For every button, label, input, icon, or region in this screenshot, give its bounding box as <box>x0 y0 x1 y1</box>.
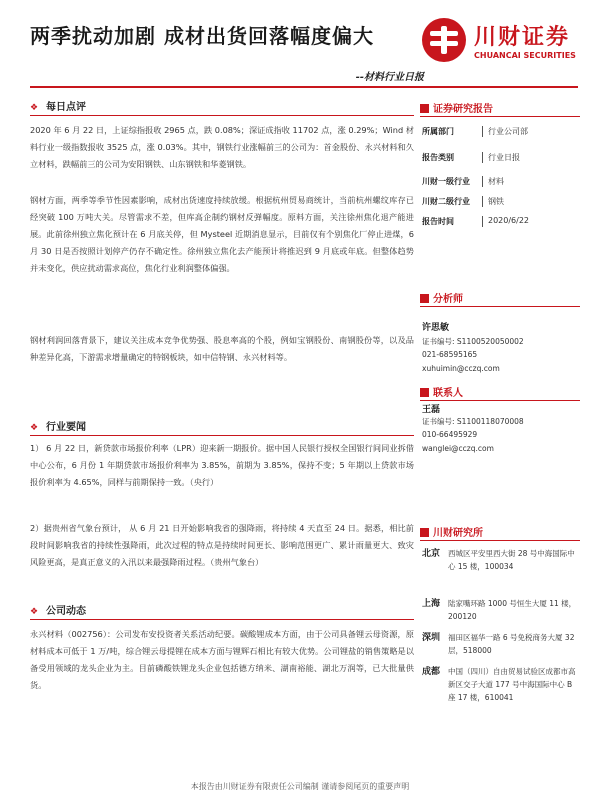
page-title: 两季扰动加剧 成材出货回落幅度偏大 <box>30 24 374 48</box>
industry-news-item-1: 1） 6 月 22 日，新贷款市场报价利率（LPR）迎来新一期报价。据中国人民银行授权全国银行间同业拆借中心公布，6 月份 1 年期贷款市场报价利率为 3.85%，前期为 3.85%，保持不变；5 年期以上贷款市场报价利率为 4.65%，同样与前期保持一致。（央行） <box>30 443 414 487</box>
analyst-name: 许思敏 <box>422 323 450 333</box>
report-info-heading: 证券研究报告 <box>420 100 580 118</box>
daily-comment-paragraph-3: 钢材利润回落背景下，建议关注成本竞争优势强、股息率高的个股，例如宝钢股份、南钢股份等，以及品种差异化高，下游需求增量确定的特钢板块，如中信特钢、永兴材料等。 <box>30 335 414 362</box>
contact-name: 王磊 <box>422 405 441 415</box>
square-bullet-icon <box>420 528 429 537</box>
institute-heading: 川财研究所 <box>420 524 580 542</box>
diamond-icon: ❖ <box>30 607 39 617</box>
report-subtitle: --材料行业日报 <box>355 72 424 83</box>
contact-email[interactable]: wanglei@cczq.com <box>422 444 494 453</box>
square-bullet-icon <box>420 388 429 397</box>
contact-phone: 010-66495929 <box>422 430 478 439</box>
analyst-heading: 分析师 <box>420 290 580 308</box>
section-divider <box>30 619 414 620</box>
office-address: 西城区平安里西大街 28 号中海国际中心 15 楼，100034 <box>448 549 575 571</box>
office-address: 陆家嘴环路 1000 号恒生大厦 11 楼，200120 <box>448 599 577 621</box>
daily-comment-paragraph-1: 2020 年 6 月 22 日，上证综指报收 2965 点，跌 0.08%；深证成指收 11702 点，涨 0.29%；Wind 材料行业一级指数报收 3525 点，涨 0.03%。其中，钢铁行业涨幅前三的公司为：首金股份、永兴材料和久立材料，跌幅前三的公司为安阳钢铁、山东钢铁和华菱钢铁。 <box>30 125 414 169</box>
main-content <box>30 92 414 772</box>
diamond-icon: ❖ <box>30 103 39 113</box>
sidebar: 证券研究报告 所属部门 行业公司部 报告类别 行业日报 川财一级行业 材料 川财二级行业 钢铁 报告时间 2020/6/22 分析师 许思敏 证书编号: S1100520050002 021-68595165 xuhuimin@cczq.com 联系人 王磊 证书编号: S1100118070008 010-66495929 wanglei@cczq.com 川财研究所 北京 西城区平安里西大街 28 号中海国际中心 15 楼，100034 上海 陆家嘴环路 1000 号恒生大厦 11 楼，200120 深圳 福田区福华一路 6 号免税商务大厦 32 层，518000 成都 中国（四川）自由贸易试验区成都市高新区交子大道 177 号中海国际中心 B 座 17 楼，610041 <box>420 96 580 776</box>
logo-name-cn: 川财证券 <box>474 25 571 50</box>
section-heading-daily: ❖ 每日点评 <box>30 98 86 118</box>
office-city: 成都 <box>422 667 441 677</box>
section-divider <box>30 435 414 436</box>
office-city: 深圳 <box>422 633 441 643</box>
analyst-email[interactable]: xuhuimin@cczq.com <box>422 364 500 373</box>
logo-mark-icon <box>422 18 466 62</box>
page-footer: 本报告由川财证券有限责任公司编制 谨请参阅尾页的重要声明 <box>190 782 410 791</box>
section-heading-company: ❖ 公司动态 <box>30 602 86 622</box>
office-city: 上海 <box>422 599 441 609</box>
company-logo <box>422 18 576 68</box>
square-bullet-icon <box>420 104 429 113</box>
logo-name-en: CHUANCAI SECURITIES <box>474 51 576 60</box>
office-city: 北京 <box>422 549 441 559</box>
office-address: 福田区福华一路 6 号免税商务大厦 32 层，518000 <box>448 633 575 655</box>
analyst-cert: 证书编号: S1100520050002 <box>422 337 524 346</box>
contact-cert: 证书编号: S1100118070008 <box>422 417 524 426</box>
diamond-icon: ❖ <box>30 423 39 433</box>
header-divider <box>30 86 578 88</box>
daily-comment-paragraph-2: 钢材方面，两季等季节性因素影响，成材出货速度持续放缓。根据杭州贸易商统计，当前杭州螺纹库存已经突破 100 万吨大关。尽管需求不差，但库高企制约钢材反弹幅度。原料方面，关注徐州焦化退产能进展。此前徐州独立焦化预计在 6 月底关停，但 Mysteel 近期消息显示，目前仅有个别焦化厂停止进煤，6 月 30 日是否按照计划停产仍存不确定性。徐州独立焦化去产能预计将推迟到 9 月底或年底。但整体趋势并未变化，供应扰动需求高位，焦化行业利润整体偏强。 <box>30 195 414 273</box>
section-heading-news: ❖ 行业要闻 <box>30 418 86 438</box>
analyst-phone: 021-68595165 <box>422 350 478 359</box>
office-address: 中国（四川）自由贸易试验区成都市高新区交子大道 177 号中海国际中心 B 座 17 楼，610041 <box>448 667 576 702</box>
industry-news-item-2: 2）据贵州省气象台预计， 从 6 月 21 日开始影响我省的强降雨，将持续 4 天直至 24 日。据悉，相比前段时间影响我省的持续性强降雨，此次过程的特点是持续时间更长、影响范围更广、累计雨量更大、致灾风险更高，是真正意义的入汛以来最强降雨过程。（贵州气象台） <box>30 523 414 567</box>
company-news-paragraph: 永兴材料（002756）：公司发布安投资者关系活动纪要。碳酸锂成本方面，由于公司具备锂云母资源，原材料成本可低于 1 万/吨，综合锂云母提锂在成本方面与锂辉石相比有较大优势。公司锂盐的销售策略是以备受用领域的龙头企业为主。目前磷酸铁锂龙头企业包括德方纳米、湖南裕能、湖北万润等，已大批量供货。 <box>30 629 414 690</box>
square-bullet-icon <box>420 294 429 303</box>
section-divider <box>30 115 414 116</box>
contact-heading: 联系人 <box>420 384 580 402</box>
